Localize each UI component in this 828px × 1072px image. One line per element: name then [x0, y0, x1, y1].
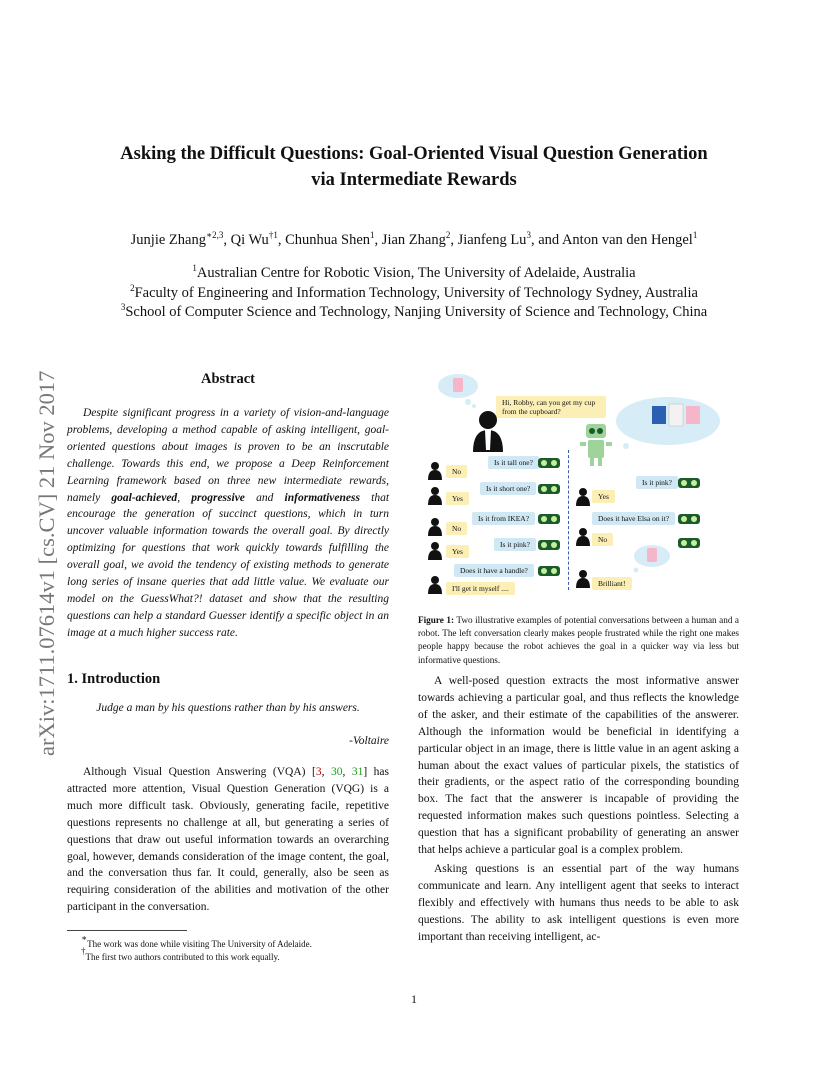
citation-link[interactable]: 31: [351, 766, 364, 778]
author-name: Anton van den Hengel: [561, 232, 693, 248]
keyword-goal-achieved: goal-achieved: [111, 491, 178, 504]
left-question: [472, 512, 535, 525]
author-name: Chunhua Shen: [285, 232, 371, 248]
abstract-text-2: ,: [177, 491, 192, 504]
affiliation: [40, 264, 788, 284]
affiliation-text: Faculty of Engineering and Information Technology, University of Technology Sydney, Australia: [134, 284, 698, 301]
footnote-text: The work was done while visiting The University of Adelaide.: [87, 939, 312, 949]
arxiv-stamp-text: arXiv:1711.07614v1 [cs.CV] 21 Nov 2017: [34, 370, 59, 756]
robot-face-icon: [678, 514, 700, 524]
affiliation-number: 3: [120, 302, 126, 312]
footnote-rule: [67, 930, 187, 931]
request-bubble: Hi, Robby, can you get my cup from the cupboard?: [496, 396, 606, 418]
person-icon: [576, 488, 590, 506]
arxiv-stamp: [10, 280, 70, 760]
author-separator: ,: [450, 232, 458, 248]
left-question: [494, 538, 536, 551]
affiliation-number: 2: [130, 282, 135, 293]
question-text: Is it from IKEA?: [478, 514, 530, 523]
left-answer: Yes: [446, 545, 469, 558]
intro-text-b: ] has attracted more attention, Visual Question Generation (VQG) is a much more difficult task. Obviously, generating facile, repetitive questions represents no challenge at all, but generating a series of questions that draw out useful information towards an overarching goal, however, demands consideration of the image content, the goal, and the conversation thus far. It could, generally, also be seen as requiring consideration of the abilities and motivation of the other participant in the conversation.: [67, 766, 389, 914]
right-answer: No: [592, 533, 613, 546]
affiliation: [40, 284, 788, 304]
cupboard-cloud-icon: [612, 392, 724, 450]
question-text: Does it have a handle?: [460, 566, 528, 575]
person-icon: [428, 462, 442, 480]
caption-label: Figure 1:: [418, 615, 455, 625]
intro-heading: 1. Introduction: [67, 671, 161, 687]
person-icon: [576, 570, 590, 588]
pink-cup-thought-icon: [630, 542, 678, 574]
title-line-2: via Intermediate Rewards: [311, 170, 517, 190]
person-icon: [428, 487, 442, 505]
abstract-heading-text: Abstract: [201, 371, 255, 387]
robot-face-icon: [538, 540, 560, 550]
person-icon: [576, 528, 590, 546]
footnotes: [67, 933, 389, 964]
robot-icon: [578, 422, 614, 468]
conversation-divider: [568, 450, 569, 590]
paper-title: [40, 141, 788, 193]
human-icon: [470, 410, 506, 452]
footnote-mark: †: [81, 946, 86, 956]
caption-text: Two illustrative examples of potential conversations between a human and a robot. The left conversation clearly makes people frustrated while the right one makes people happy because the robot achieves the goal in a quicker way via less but informative questions.: [418, 615, 740, 665]
title-line-1: Asking the Difficult Questions: Goal-Oriented Visual Question Generation: [120, 144, 708, 164]
affiliation-text: School of Computer Science and Technology, Nanjing University of Science and Technology, China: [125, 304, 708, 320]
citation-link[interactable]: 30: [330, 766, 343, 778]
robot-face-icon: [538, 514, 560, 524]
question-text: Does it have Elsa on it?: [598, 514, 670, 523]
affiliation-text: Australian Centre for Robotic Vision, The University of Adelaide, Australia: [196, 265, 636, 281]
footnote-2: [67, 946, 389, 964]
footnote-text: The first two authors contributed to this work equally.: [85, 952, 280, 962]
author-affiliation-mark: †1: [268, 230, 278, 240]
right-answer: Yes: [592, 490, 615, 503]
author-separator: , and: [530, 232, 562, 248]
left-question: [454, 564, 534, 577]
person-icon: [428, 542, 442, 560]
abstract-text-1: Despite significant progress in a variety of vision-and-language problems, developing a method capable of asking intelligent, goal-oriented questions about images is proven to be an inscrutable challenge. Towards this end, we propose a Deep Reinforcement Learning framework based on three new intermediate rewards, namely: [67, 407, 389, 504]
left-question: [488, 456, 539, 469]
robot-face-icon: [538, 566, 560, 576]
keyword-progressive: progressive: [191, 491, 245, 504]
question-text: Is it pink?: [642, 478, 672, 487]
intro-text-a: Although Visual Question Answering (VQA) [: [83, 766, 316, 778]
right-answer: Brilliant!: [592, 577, 632, 590]
right-question: [592, 512, 675, 525]
author-affiliation-mark: ∗2,3: [205, 230, 224, 240]
robot-face-icon: [538, 484, 560, 494]
author-name: Jian Zhang: [381, 232, 446, 248]
author-separator: ,: [223, 232, 231, 248]
left-answer: I'll get it myself ....: [446, 582, 515, 595]
left-answer: Yes: [446, 492, 469, 505]
person-icon: [428, 518, 442, 536]
author-name: Junjie Zhang: [130, 232, 206, 248]
affiliation: [40, 303, 788, 323]
left-answer: No: [446, 522, 467, 535]
question-text: Is it pink?: [500, 540, 530, 549]
robot-face-icon: [538, 458, 560, 468]
keyword-informativeness: informativeness: [284, 491, 360, 504]
author-name: Jianfeng Lu: [457, 232, 527, 248]
page-number: 1: [411, 992, 417, 1006]
affiliation-number: 1: [192, 263, 197, 273]
robot-face-icon: [678, 538, 700, 548]
abstract-body: [67, 405, 389, 642]
right-column-body: [418, 673, 739, 946]
author-name: Qi Wu: [230, 232, 269, 248]
right-paragraph-2: Asking questions is an essential part of the way humans communicate and learn. Any intelligent agent that seeks to interact flexibly and effectively with humans thus needs to be able to ask questions. The ability to ask intelligent questions is even more important than receiving intelligent, ac-: [418, 862, 739, 943]
left-answer: No: [446, 465, 467, 478]
author-separator: ,: [374, 232, 382, 248]
epigraph-author: -Voltaire: [349, 735, 389, 747]
right-paragraph-1: A well-posed question extracts the most informative answer towards achieving a particular goal, and thus reflects the knowledge of the asker, and their estimate of the capabilities of the answerer. Although the information would be beneficial in identifying a particular object in an image, there is little value in an agent asking a human about the exact values of particular pixels, the statistics of their gradients, or the aspect ratio of the corresponding bounding box. The fact that the answerer is incapable of providing the requested information makes such questions pointless. Selecting a question that has a significant probability of generating an answer that helps achieve a particular goal is a complex problem.: [418, 675, 739, 857]
cup-thought-bubble-icon: [434, 372, 494, 408]
author-list: [40, 232, 788, 249]
abstract-text-3: and: [244, 491, 285, 504]
question-text: Is it tall one?: [494, 458, 533, 467]
figure-1: [420, 372, 740, 602]
left-question: [480, 482, 536, 495]
epigraph-quote: Judge a man by his questions rather than by his answers.: [96, 702, 360, 714]
author-affiliation-mark: 3: [526, 230, 531, 240]
author-affiliation-mark: 2: [445, 230, 451, 240]
person-icon: [428, 576, 442, 594]
question-text: Is it short one?: [486, 484, 531, 493]
robot-face-icon: [678, 478, 700, 488]
abstract-text-4: that encourage the generation of succinct questions, which in turn uncover valuable information towards the overall goal. By directly optimizing for questions that work quickly towards fulfilling the overall goal, we avoid the tendency of existing methods to generate long series of insane queries that add little value. We evaluate our model on the GuessWhat?! dataset and show that the resulting questions can help a standard Guesser identify a specific object in an image at a much higher success rate.: [67, 491, 390, 639]
abstract-heading: [67, 370, 389, 388]
right-question: [636, 476, 678, 489]
figure-caption: [418, 614, 739, 667]
author-separator: ,: [277, 232, 286, 248]
citation-link[interactable]: 3: [315, 766, 322, 778]
footnote-mark: ∗: [81, 933, 88, 943]
footnote-1: [67, 933, 389, 951]
author-affiliation-mark: 1: [370, 230, 375, 240]
affiliation-list: [40, 264, 788, 323]
author-affiliation-mark: 1: [692, 230, 698, 240]
intro-paragraph-1: Although Visual Question Answering (VQA) [3, 30, 31] has attracted more attention, Visual Question Generation (VQG) is a much more difficult task. Obviously, generating facile, repetitive questions represents no challenge at all, but generating a series of questions that draw out useful information towards an overarching goal, however, demands consideration of the image content, the goal, and the conversation thus far. It could, generally, also be seen as requiring consideration of the abilities and motivation of the other participant in the conversation.: [67, 766, 389, 914]
